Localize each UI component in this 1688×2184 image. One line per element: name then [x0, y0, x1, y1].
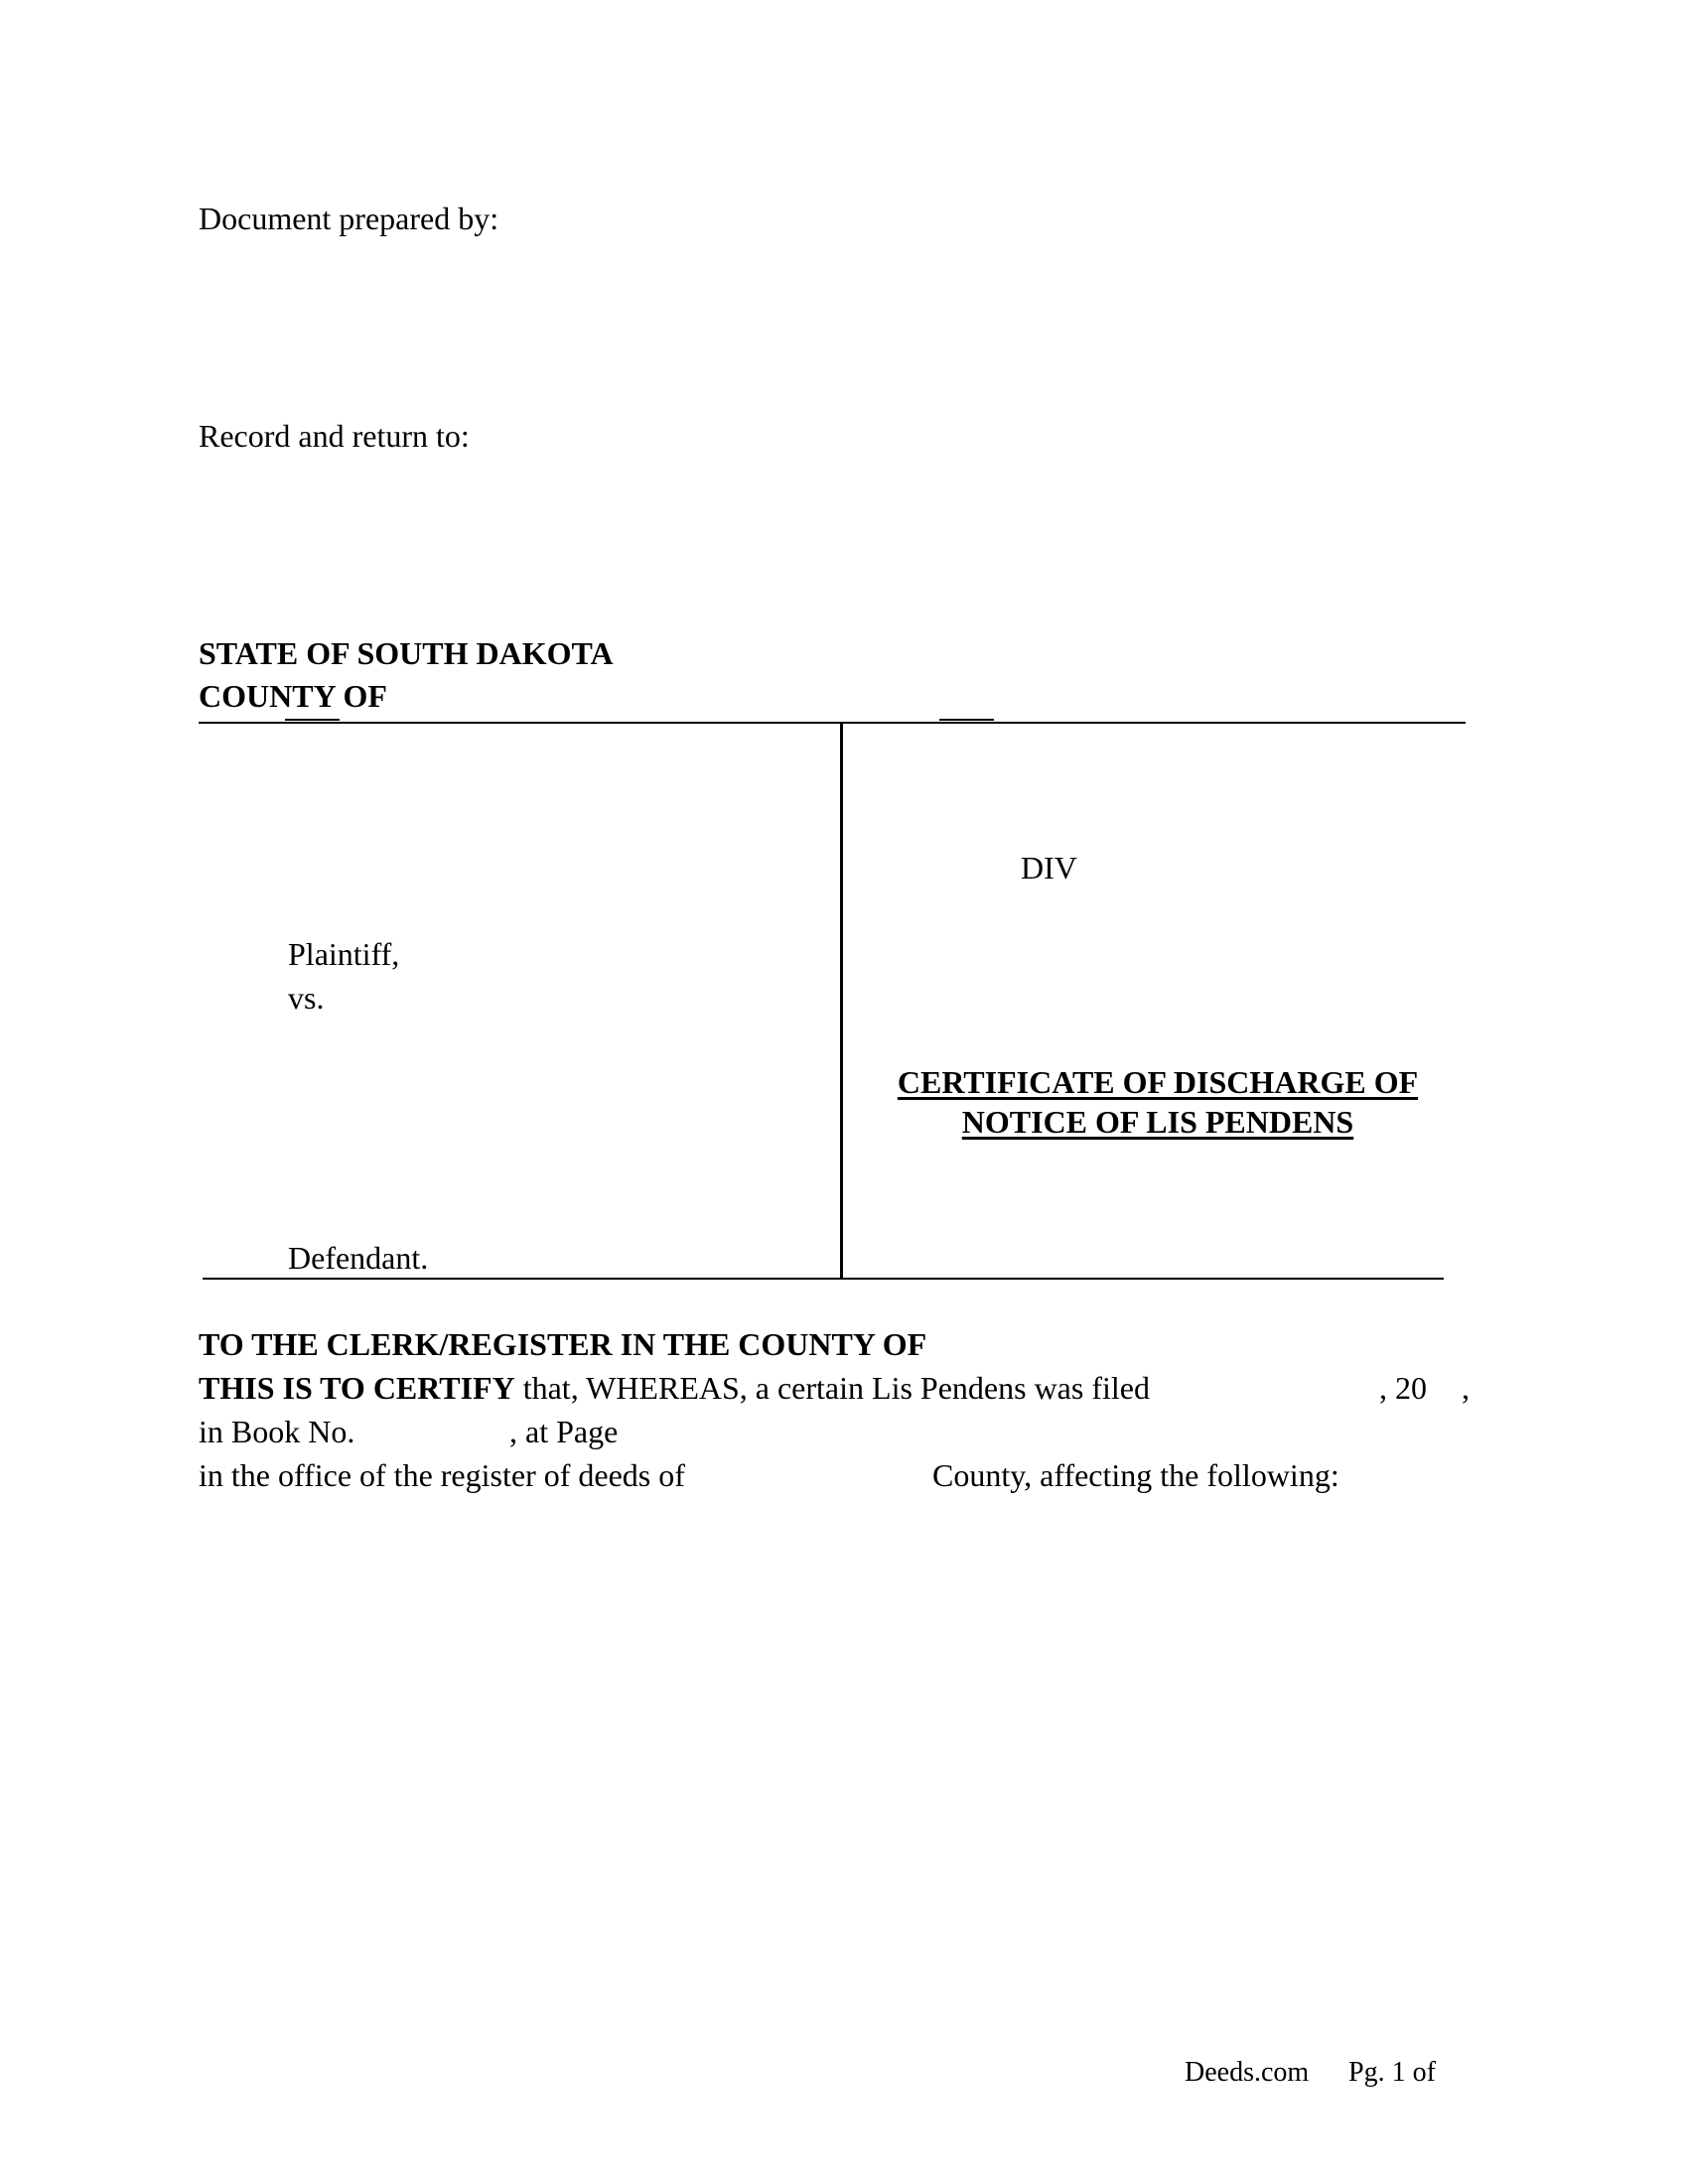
division-label: DIV — [1021, 850, 1077, 886]
certify-bold: THIS IS TO CERTIFY — [199, 1370, 515, 1406]
office-label: in the office of the register of deeds of — [199, 1457, 685, 1493]
certify-rest: that, WHEREAS, a certain Lis Pendens was filed — [522, 1370, 1150, 1406]
versus-label: vs. — [288, 980, 325, 1016]
county-heading: COUNTY OF — [199, 678, 387, 714]
page-label: , at Page — [509, 1414, 619, 1449]
caption-bottom-rule — [203, 1278, 1444, 1280]
footer-page-number: Pg. 1 of — [1348, 2057, 1436, 2088]
certify-sentence — [199, 1368, 1150, 1408]
year-prefix: , 20 — [1379, 1370, 1427, 1406]
book-label: in Book No. — [199, 1414, 355, 1449]
caption-divider — [840, 722, 843, 1280]
prepared-by-label: Document prepared by: — [199, 201, 499, 236]
year-suffix: , — [1462, 1370, 1470, 1406]
certificate-title — [850, 1062, 1466, 1142]
to-clerk-heading: TO THE CLERK/REGISTER IN THE COUNTY OF — [199, 1326, 927, 1362]
caption-top-rule-mark-right — [939, 719, 994, 721]
state-heading: STATE OF SOUTH DAKOTA — [199, 635, 614, 671]
footer-site: Deeds.com — [1185, 2057, 1310, 2088]
defendant-label: Defendant. — [288, 1240, 429, 1276]
record-return-label: Record and return to: — [199, 418, 470, 454]
certificate-title-line-2: NOTICE OF LIS PENDENS — [961, 1104, 1354, 1140]
certificate-title-line-1: CERTIFICATE OF DISCHARGE OF — [897, 1064, 1419, 1100]
plaintiff-label: Plaintiff, — [288, 936, 400, 972]
caption-top-rule-mark-left — [285, 719, 340, 721]
caption-top-rule — [199, 722, 1466, 724]
county-affecting-label: County, affecting the following: — [932, 1457, 1339, 1493]
